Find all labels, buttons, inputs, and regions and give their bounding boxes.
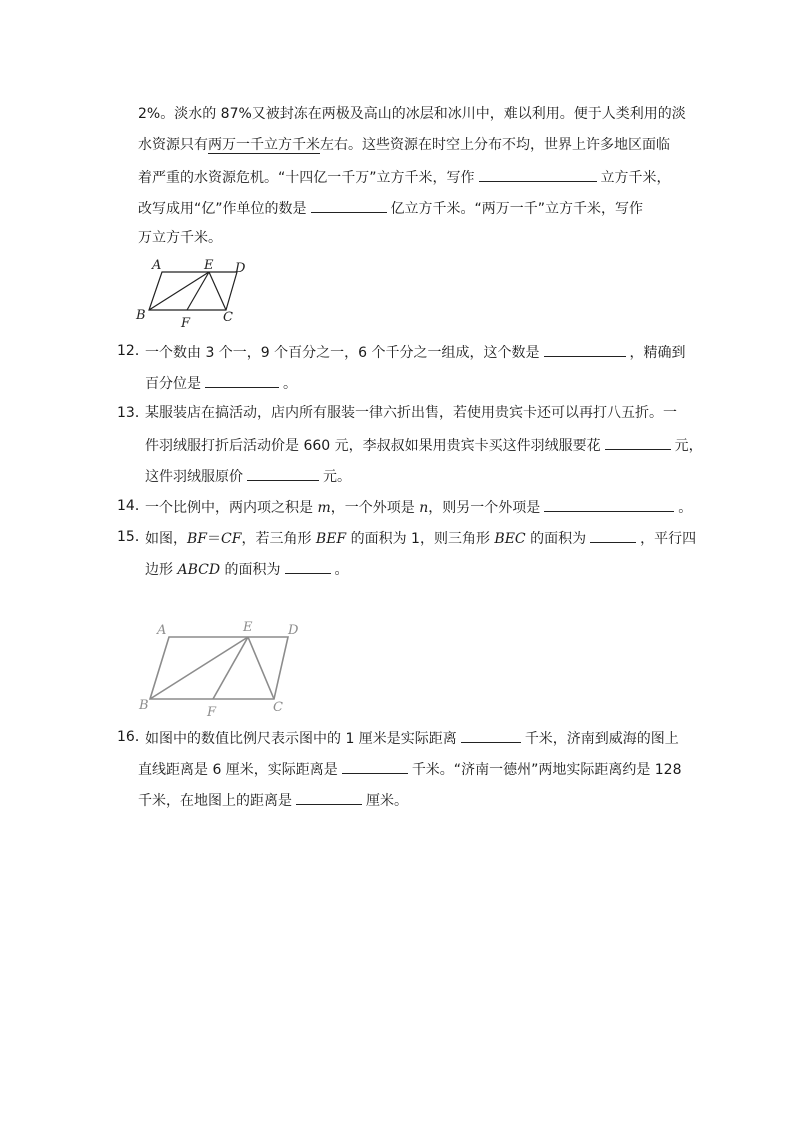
label-e-2: E (243, 620, 253, 635)
q15-line-2: 边形 ABCD 的面积为 。 (145, 558, 349, 580)
question-number-15: 15． (117, 529, 149, 545)
question-number-13: 13． (117, 405, 149, 421)
q16-line-1: 如图中的数值比例尺表示图中的 1 厘米是实际距离 千米，济南到威海的图上 (145, 727, 679, 749)
q16-line-2: 直线距离是 6 厘米，实际距离是 千米。“济南一德州”两地实际距离约是 128 (138, 758, 682, 780)
parallelogram-figure-2 (135, 615, 310, 720)
underlined-quantity: 两万一千立方千米 (208, 137, 320, 153)
question-number-14: 14． (117, 498, 149, 514)
answer-blank-q16-map[interactable] (296, 789, 362, 805)
segment-ef-2 (213, 637, 248, 699)
answer-blank-q15-bec[interactable] (590, 527, 636, 543)
answer-blank-yi-unit[interactable] (311, 197, 387, 213)
var-m: m (317, 500, 331, 516)
answer-blank-q13-cost[interactable] (605, 434, 671, 450)
passage-line-5: 万立方千米。 (138, 230, 222, 246)
label-a: A (152, 258, 162, 273)
question-number-16: 16． (117, 729, 149, 745)
segment-be-2 (150, 637, 248, 699)
label-c: C (223, 310, 233, 325)
q14-line-1: 一个比例中，两内项之积是 m，一个外项是 n，则另一个外项是 。 (145, 496, 692, 518)
label-d-2: D (288, 623, 299, 638)
passage-line-1: 2%。淡水的 87%又被封冻在两极及高山的冰层和冰川中，难以利用。便于人类利用的淡 (138, 106, 686, 122)
q13-line-2: 件羽绒服打折后活动价是 660 元，李叔叔如果用贵宾卡买这件羽绒服要花 元， (145, 434, 703, 456)
answer-blank-written-form[interactable] (479, 166, 597, 182)
passage-line-3: 着严重的水资源危机。“十四亿一千万”立方千米，写作 立方千米， (138, 166, 671, 188)
segment-ec (209, 272, 226, 310)
label-c-2: C (273, 700, 283, 715)
label-e: E (204, 258, 214, 273)
segment-ef (187, 272, 209, 310)
answer-blank-q14[interactable] (544, 496, 674, 512)
var-n: n (419, 500, 429, 516)
answer-blank-q15-abcd[interactable] (285, 558, 331, 574)
label-b-2: B (139, 698, 149, 713)
answer-blank-q12-rounded[interactable] (205, 372, 279, 388)
answer-blank-q16-distance[interactable] (342, 758, 408, 774)
q16-line-3: 千米，在地图上的距离是 厘米。 (138, 789, 408, 811)
answer-blank-q16-scale[interactable] (461, 727, 521, 743)
label-d: D (235, 261, 246, 276)
label-a-2: A (157, 623, 167, 638)
segment-ec-2 (248, 637, 274, 699)
parallelogram-figure-1 (130, 255, 260, 335)
q12-line-1: 一个数由 3 个一，9 个百分之一，6 个千分之一组成，这个数是 ，精确到 (145, 341, 686, 363)
segment-be (149, 272, 209, 310)
question-number-12: 12． (117, 343, 149, 359)
label-f: F (181, 316, 191, 331)
passage-line-2: 水资源只有两万一千立方千米左右。这些资源在时空上分布不均，世界上许多地区面临 (138, 137, 670, 153)
q15-line-1: 如图，BF＝CF，若三角形 BEF 的面积为 1，则三角形 BEC 的面积为 ，平行四 (145, 527, 696, 549)
answer-blank-q13-original[interactable] (247, 465, 319, 481)
label-b: B (136, 308, 146, 323)
q13-line-3: 这件羽绒服原价 元。 (145, 465, 351, 487)
label-f-2: F (207, 705, 217, 720)
q12-line-2: 百分位是 。 (145, 372, 297, 394)
answer-blank-q12-number[interactable] (544, 341, 626, 357)
q13-line-1: 某服装店在搞活动，店内所有服装一律六折出售，若使用贵宾卡还可以再打八五折。一 (145, 405, 677, 421)
passage-line-4: 改写成用“亿”作单位的数是 亿立方千米。“两万一千”立方千米，写作 (138, 197, 643, 219)
